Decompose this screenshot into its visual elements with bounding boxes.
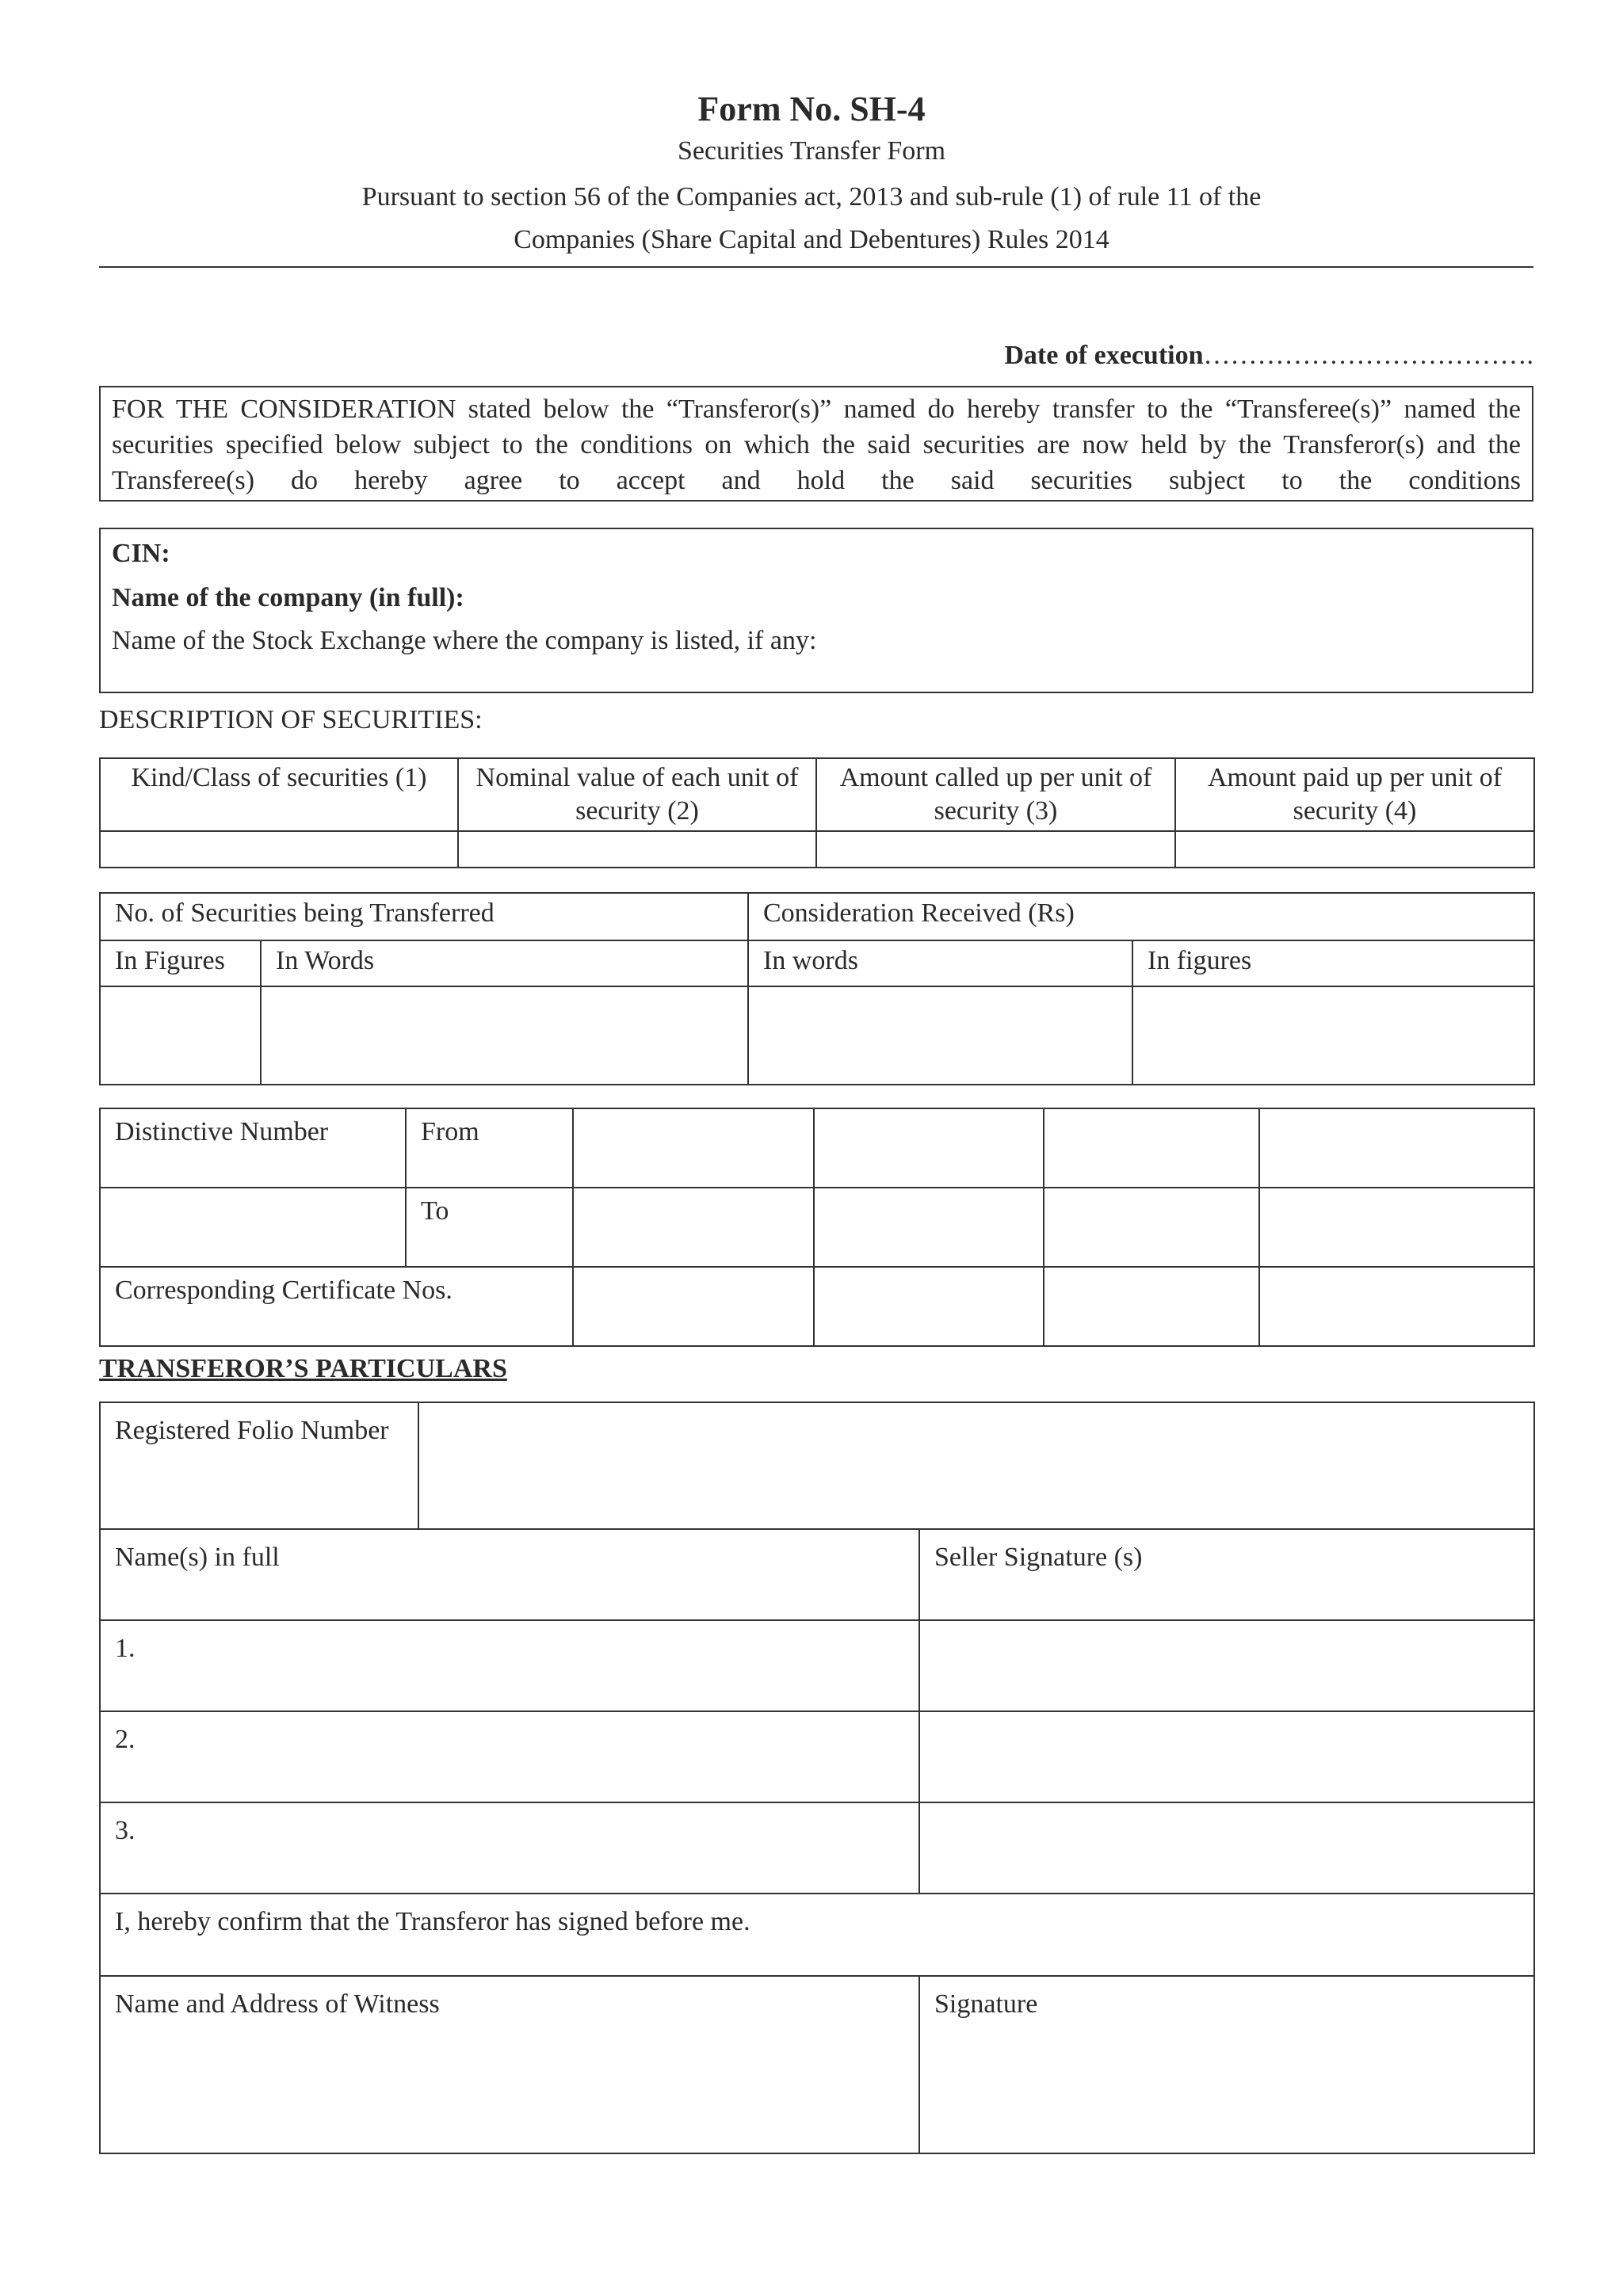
witness-name-address[interactable]: Name and Address of Witness [100,1976,919,2153]
description-of-securities-label: DESCRIPTION OF SECURITIES: [99,705,483,734]
amount-paid-up-field[interactable] [1175,831,1534,868]
form-number-title: Form No. SH-4 [697,90,926,128]
transferor-particulars-heading: TRANSFEROR’S PARTICULARS [99,1354,507,1383]
column-amount-paid-up: Amount paid up per unit of security (4) [1175,758,1534,831]
from-field-3[interactable] [1044,1108,1259,1188]
from-label: From [406,1108,573,1188]
to-field-4[interactable] [1259,1188,1534,1267]
nominal-value-field[interactable] [458,831,816,868]
seller-signature-2[interactable] [919,1711,1534,1802]
date-of-execution-field[interactable]: ………………………………. [1203,341,1533,370]
description-of-securities-table [99,757,1535,868]
consideration-in-words-label: In words [748,940,1132,986]
certificate-field-3[interactable] [1044,1267,1259,1346]
securities-in-figures-label: In Figures [100,940,261,986]
column-nominal-value: Nominal value of each unit of security (2) [458,758,816,831]
consideration-in-figures-label: In figures [1132,940,1534,986]
company-name-label: Name of the company (in full): [112,583,464,612]
column-amount-called-up: Amount called up per unit of security (3) [816,758,1175,831]
distinctive-number-label: Distinctive Number [100,1108,406,1188]
securities-in-words-field[interactable] [261,986,748,1085]
consideration-statement: FOR THE CONSIDERATION stated below the “Transferor(s)” named do hereby transfer to the “Transferee(s)” named the securities specified below subject to the conditions on which the said securities are now held by the Transferor(s) and the Transferee(s) do hereby agree to accept and hold the said securities subject to the conditions [99,386,1533,502]
stock-exchange-label: Name of the Stock Exchange where the company is listed, if any: [112,626,817,655]
securities-transferred-table [99,892,1535,1085]
reference-line-2: Companies (Share Capital and Debentures) Rules 2014 [514,225,1109,254]
seller-signature-label: Seller Signature (s) [919,1529,1534,1620]
amount-called-up-field[interactable] [816,831,1175,868]
certificate-numbers-label: Corresponding Certificate Nos. [100,1267,573,1346]
date-of-execution-label: Date of execution [1004,341,1204,370]
cin-label: CIN: [112,539,170,568]
transferor-name-3[interactable]: 3. [100,1802,919,1894]
kind-class-field[interactable] [100,831,458,868]
transferor-particulars-table [99,1402,1535,2154]
reference-line-1: Pursuant to section 56 of the Companies act, 2013 and sub-rule (1) of rule 11 of the [361,182,1262,212]
seller-signature-1[interactable] [919,1620,1534,1711]
to-label: To [406,1188,573,1267]
to-field-2[interactable] [814,1188,1044,1267]
company-details-box[interactable] [99,528,1533,693]
names-in-full-label: Name(s) in full [100,1529,919,1620]
transferor-name-2[interactable]: 2. [100,1711,919,1802]
consideration-in-figures-field[interactable] [1132,986,1534,1085]
distinctive-number-blank [100,1188,406,1267]
from-field-2[interactable] [814,1108,1044,1188]
distinctive-number-table [99,1108,1535,1347]
consideration-received-label: Consideration Received (Rs) [748,893,1534,940]
consideration-in-words-field[interactable] [748,986,1132,1085]
to-field-1[interactable] [573,1188,814,1267]
seller-signature-3[interactable] [919,1802,1534,1894]
securities-in-figures-field[interactable] [100,986,261,1085]
from-field-1[interactable] [573,1108,814,1188]
date-of-execution[interactable] [1004,342,1533,369]
transferor-name-1[interactable]: 1. [100,1620,919,1711]
witness-confirmation: I, hereby confirm that the Transferor has signed before me. [100,1894,1534,1976]
certificate-field-2[interactable] [814,1267,1044,1346]
witness-signature[interactable]: Signature [919,1976,1534,2153]
column-kind-class: Kind/Class of securities (1) [100,758,458,831]
number-of-securities-label: No. of Securities being Transferred [100,893,748,940]
header-divider [99,266,1533,268]
certificate-field-4[interactable] [1259,1267,1534,1346]
registered-folio-field[interactable] [418,1402,1534,1529]
registered-folio-label: Registered Folio Number [100,1402,418,1529]
to-field-3[interactable] [1044,1188,1259,1267]
certificate-field-1[interactable] [573,1267,814,1346]
from-field-4[interactable] [1259,1108,1534,1188]
securities-in-words-label: In Words [261,940,748,986]
form-subtitle: Securities Transfer Form [677,136,946,166]
